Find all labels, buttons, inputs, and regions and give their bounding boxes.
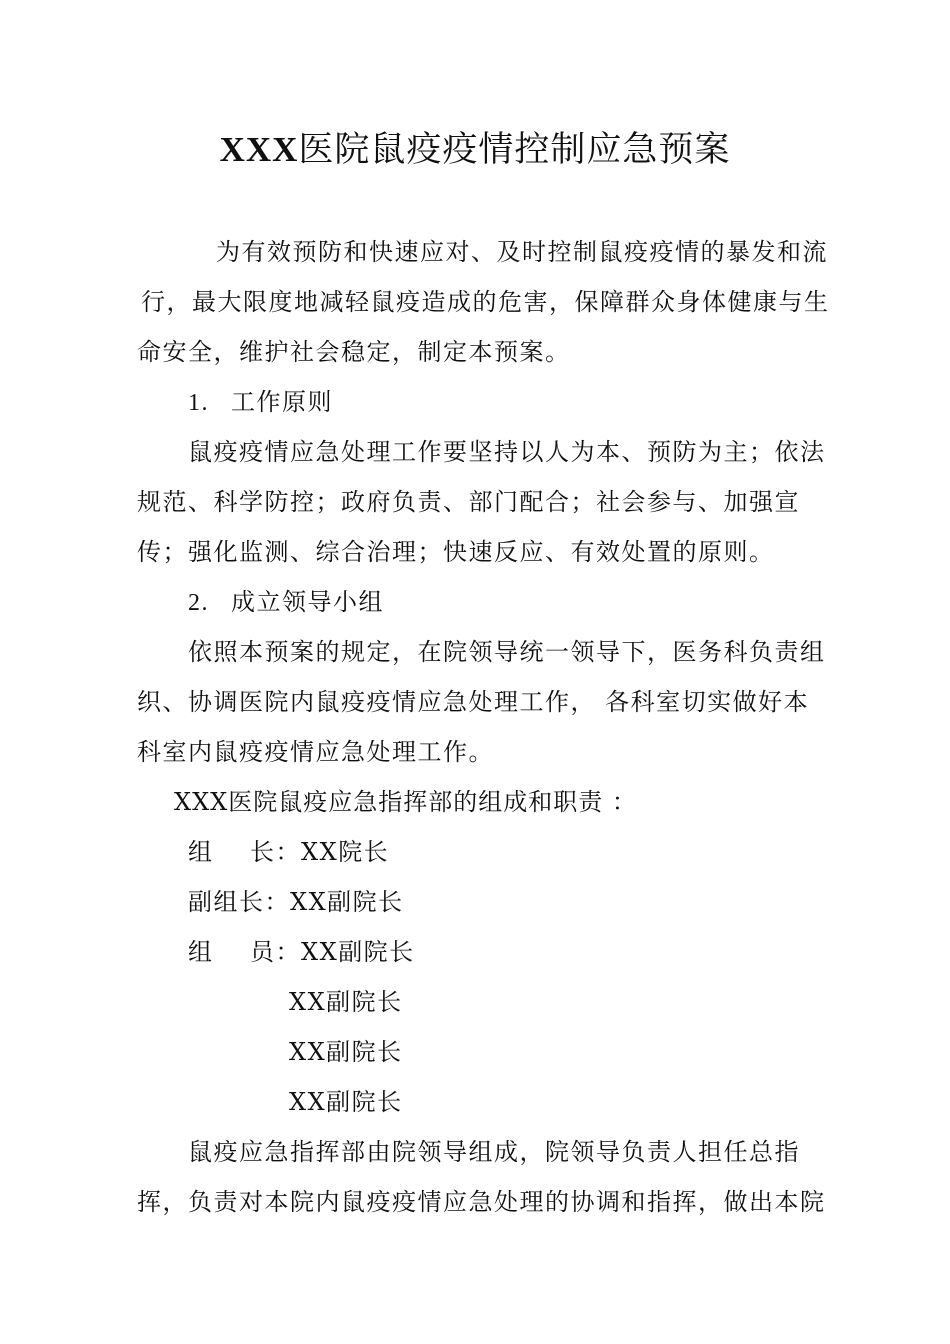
command-heading: XXX医院鼠疫应急指挥部的组成和职责 ： <box>174 788 637 816</box>
section-2-heading <box>188 586 384 619</box>
section-1-line-3: 传；强化监测、综合治理；快速反应、有效处置的原则。 <box>137 538 775 566</box>
title-text: 医院鼠疫疫情控制应急预案 <box>298 130 731 170</box>
leader-row <box>188 836 389 868</box>
member-row <box>188 936 415 968</box>
deputy-row <box>188 886 404 918</box>
intro-line-2: 行，最大限度地减轻鼠疫造成的危害，保障群众身体健康与生 <box>141 288 830 316</box>
leader-label: 组 长： <box>188 838 302 866</box>
section-2-line-3: 科室内鼠疫疫情应急处理工作。 <box>137 738 494 766</box>
closing-line-1: 鼠疫应急指挥部由院领导组成，院领导负责人担任总指 <box>188 1138 800 1166</box>
intro-line-3: 命安全，维护社会稳定，制定本预案。 <box>137 338 571 366</box>
member-label: 组 员： <box>188 938 302 966</box>
member-name: XX副院长 <box>289 988 403 1016</box>
member-name: XX副院长 <box>289 1088 403 1116</box>
section-1-line-1: 鼠疫疫情应急处理工作要坚持以人为本、预防为主；依法 <box>188 438 826 466</box>
title-prefix: XXX <box>219 130 299 169</box>
section-1-number: 1. <box>188 390 209 416</box>
section-2-line-1: 依照本预案的规定，在院领导统一领导下，医务科负责组 <box>188 638 826 666</box>
section-2-number: 2. <box>188 590 209 616</box>
section-2-line-2: 织、协调医院内鼠疫疫情应急处理工作， 各科室切实做好本 <box>137 688 810 716</box>
member-name: XX副院长 <box>301 938 415 966</box>
leader-name: XX院长 <box>301 838 390 866</box>
deputy-label: 副组长： <box>188 888 290 916</box>
document-title <box>0 128 950 172</box>
section-1-line-2: 规范、科学防控；政府负责、部门配合；社会参与、加强宣 <box>137 488 800 516</box>
section-1-title: 工作原则 <box>231 388 333 416</box>
section-2-title: 成立领导小组 <box>231 588 384 616</box>
member-name: XX副院长 <box>289 1038 403 1066</box>
closing-line-2: 挥，负责对本院内鼠疫疫情应急处理的协调和指挥，做出本院 <box>137 1188 826 1216</box>
deputy-name: XX副院长 <box>290 888 404 916</box>
section-1-heading <box>188 386 333 419</box>
intro-line-1: 为有效预防和快速应对、及时控制鼠疫疫情的暴发和流 <box>216 238 828 266</box>
